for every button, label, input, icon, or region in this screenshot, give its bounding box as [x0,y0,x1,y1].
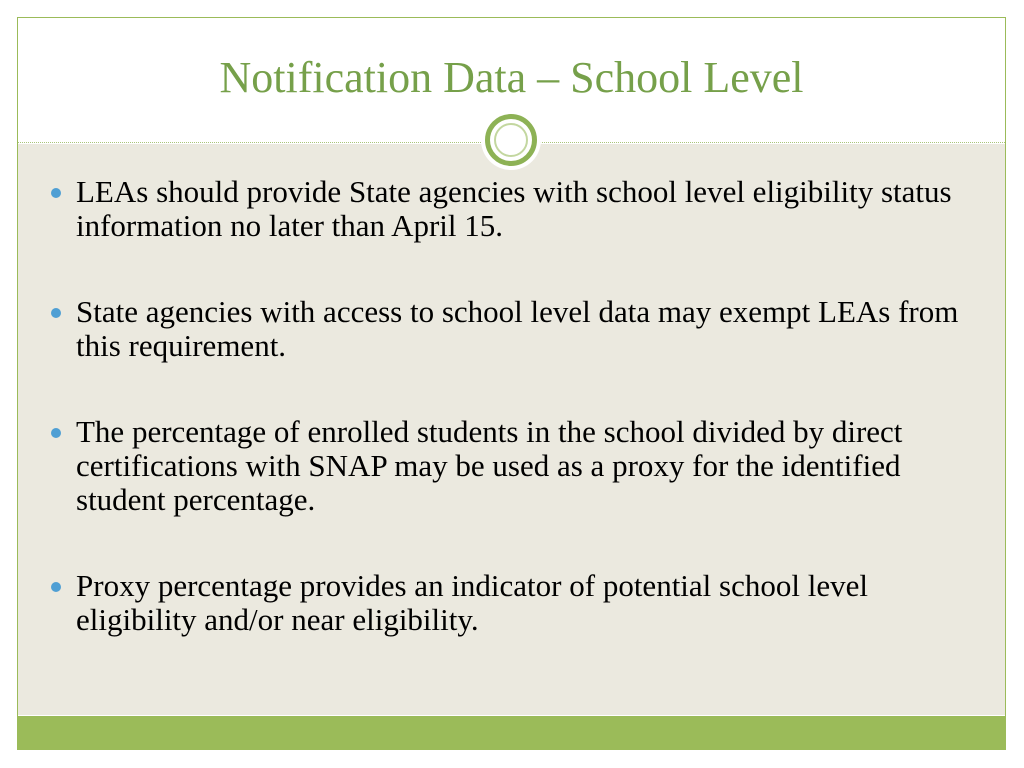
bullet-item [18,295,978,363]
bullet-item [18,175,978,243]
bullet-text: LEAs should provide State agencies with school level eligibility status information no later than April 15. [76,174,952,243]
footer-bar [18,716,1005,750]
bullet-list [18,175,978,689]
bullet-text: Proxy percentage provides an indicator of potential school level eligibility and/or near eligibility. [76,568,868,637]
bullet-dot-icon [51,428,61,438]
bullet-dot-icon [51,188,61,198]
bullet-item [18,415,978,517]
slide [17,17,1006,750]
slide-title: Notification Data – School Level [219,53,804,102]
bullet-dot-icon [51,582,61,592]
bullet-item [18,569,978,637]
circle-ornament-inner-ring [494,123,528,157]
bullet-dot-icon [51,308,61,318]
bullet-text: The percentage of enrolled students in the school divided by direct certifications with SNAP may be used as a proxy for the identified student percentage. [76,414,903,517]
bullet-text: State agencies with access to school level data may exempt LEAs from this requirement. [76,294,959,363]
